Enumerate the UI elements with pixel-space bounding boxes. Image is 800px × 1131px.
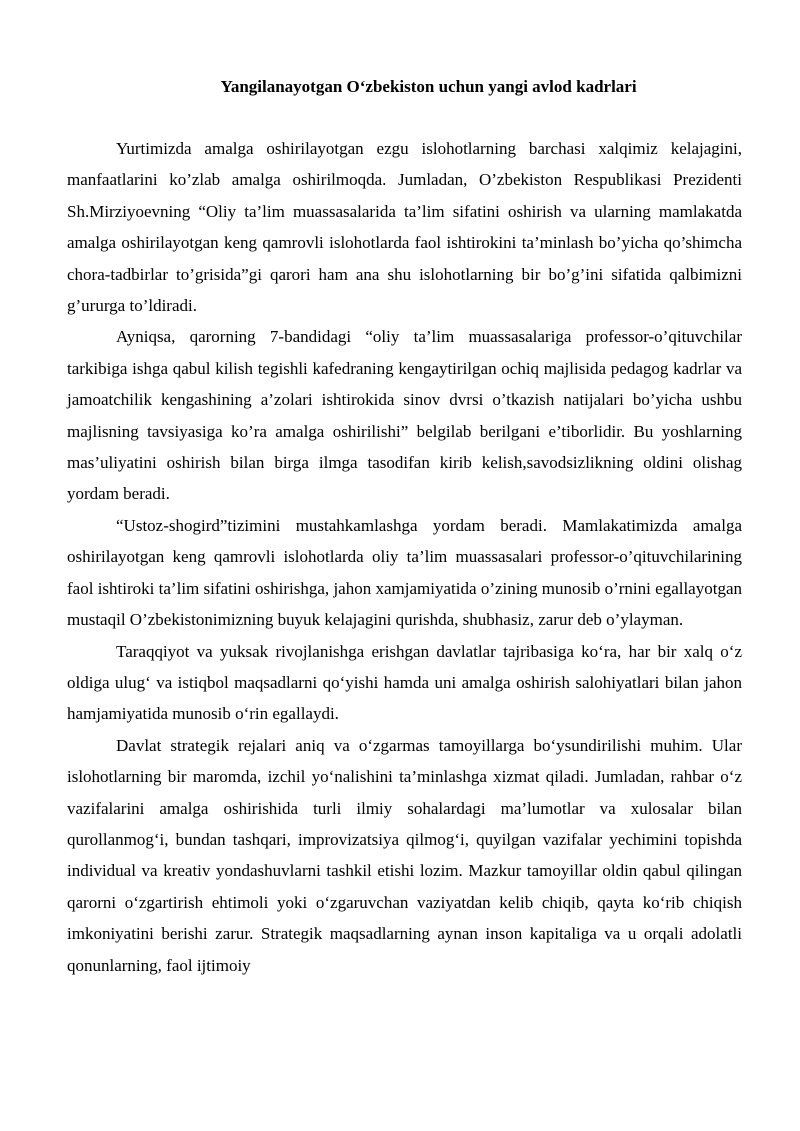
paragraph-1: Yurtimizda amalga oshirilayotgan ezgu islohotlarning barchasi xalqimiz kelajagini, manfaatlarini ko’zlab amalga oshirilmoqda. Jumladan, O’zbekiston Respublikasi Prezidenti Sh.Mirziyoevning “Oliy ta’lim muassasalarida ta’lim sifatini oshirish va ularning mamlakatda amalga oshirilayotgan keng qamrovli islohotlarda faol ishtirokini ta’minlash bo’yicha qo’shimcha chora-tadbirlar to’grisida”gi qarori ham ana shu islohotlarning bir bo’g’ini sifatida qalbimizni g’ururga to’ldiradi.: [67, 139, 742, 316]
paragraph-3: “Ustoz-shogird”tizimini mustahkamlashga yordam beradi. Mamlakatimizda amalga oshirilayotgan keng qamrovli islohotlarda oliy ta’lim muassasalari professor-o’qituvchilarining faol ishtiroki ta’lim sifatini oshirishga, jahon xamjamiyatida o’zining munosib o’rnini egallayotgan mustaqil O’zbekistonimizning buyuk kelajagini qurishda, shubhasiz, zarur deb o’ylayman.: [67, 515, 742, 630]
document-title: Yangilanayotgan O‘zbekiston uchun yangi avlod kadrlari: [220, 77, 637, 96]
paragraph-5: Davlat strategik rejalari aniq va o‘zgarmas tamoyillarga bo‘ysundirilishi muhim. Ular islohotlarning bir maromda, izchil yo‘nalishini ta’minlashga xizmat qiladi. Jumladan, rahbar o‘z vazifalarini amalga oshirishida turli ilmiy sohalardagi ma’lumotlar va xulosalar bilan qurollanmog‘i, bundan tashqari, improvizatsiya qilmog‘i, quyilgan vazifalar yechimini topishda individual va kreativ yondashuvlarni tashkil etishi lozim. Mazkur tamoyillar oldin qabul qilingan qarorni o‘zgartirish ehtimoli yoki o‘zgaruvchan vaziyatdan kelib chiqib, qayta ko‘rib chiqish imkoniyatini berishi zarur. Strategik maqsadlarning aynan inson kapitaliga va u orqali adolatli qonunlarning, faol ijtimoiy: [67, 735, 742, 975]
paragraph-2: Ayniqsa, qarorning 7-bandidagi “oliy ta’lim muassasalariga professor-o’qituvchilar tarkibiga ishga qabul kilish tegishli kafedraning kengaytirilgan ochiq majlisida pedagog kadrlar va jamoatchilik kengashining a’zolari ishtirokida sinov dvrsi o’tkazish natijalari bo’yicha ushbu majlisning tavsiyasiga ko’ra amalga oshirilishi” belgilab berilgani e’tiborlidir. Bu yoshlarning mas’uliyatini oshirish bilan birga ilmga tasodifan kirib kelish,savodsizlikning oldini olishag yordam beradi.: [67, 327, 742, 504]
paragraph-4: Taraqqiyot va yuksak rivojlanishga erishgan davlatlar tajribasiga ko‘ra, har bir xalq o‘z oldiga ulug‘ va istiqbol maqsadlarni qo‘yishi hamda uni amalga oshirish salohiyatlari bilan jahon hamjamiyatida munosib o‘rin egallaydi.: [67, 641, 742, 724]
